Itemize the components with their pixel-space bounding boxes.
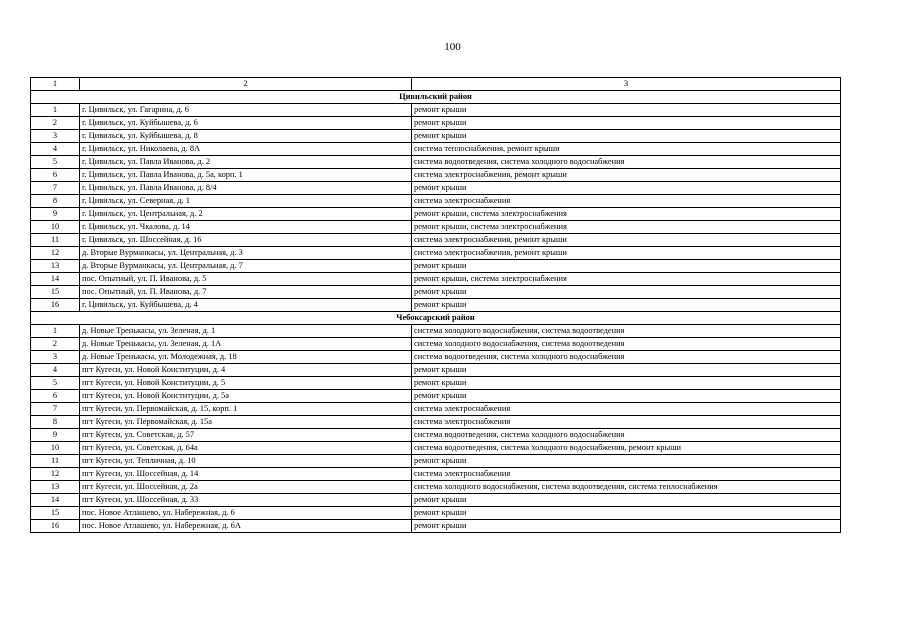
column-number-2: 2	[80, 78, 412, 91]
table-row	[31, 247, 841, 260]
row-address: г. Цивильск, ул. Чкалова, д. 14	[80, 221, 412, 234]
table-row	[31, 195, 841, 208]
column-number-1: 1	[31, 78, 80, 91]
table-row	[31, 377, 841, 390]
row-works: ремонт крыши	[412, 364, 841, 377]
row-number: 11	[31, 234, 80, 247]
row-address: г. Цивильск, ул. Гагарина, д. 6	[80, 104, 412, 117]
district-name: Чебоксарский район	[31, 312, 841, 325]
row-works: система электроснабжения	[412, 468, 841, 481]
table-row	[31, 104, 841, 117]
row-number: 3	[31, 351, 80, 364]
row-works: система электроснабжения, ремонт крыши	[412, 247, 841, 260]
row-works: ремонт крыши	[412, 507, 841, 520]
table-row	[31, 338, 841, 351]
row-number: 1	[31, 104, 80, 117]
row-address: г. Цивильск, ул. Центральная, д. 2	[80, 208, 412, 221]
page-number: 100	[444, 41, 461, 53]
row-address: пос. Опытный, ул. П. Иванова, д. 5	[80, 273, 412, 286]
table-row	[31, 468, 841, 481]
row-works: система электроснабжения	[412, 403, 841, 416]
row-address: пгт Кугеси, ул. Советская, д. 64а	[80, 442, 412, 455]
district-header-row	[31, 312, 841, 325]
row-number: 3	[31, 130, 80, 143]
row-works: система водоотведения, система холодного водоснабжения	[412, 351, 841, 364]
row-works: ремонт крыши, система электроснабжения	[412, 273, 841, 286]
table-row	[31, 403, 841, 416]
district-name: Цивильский район	[31, 91, 841, 104]
row-number: 16	[31, 520, 80, 533]
row-number: 5	[31, 156, 80, 169]
table-row	[31, 260, 841, 273]
row-address: пгт Кугеси, ул. Советская, д. 57	[80, 429, 412, 442]
repair-works-table	[30, 77, 841, 533]
row-works: ремонт крыши, система электроснабжения	[412, 221, 841, 234]
row-number: 8	[31, 416, 80, 429]
row-works: ремонт крыши	[412, 117, 841, 130]
row-address: г. Цивильск, ул. Куйбышева, д. 4	[80, 299, 412, 312]
row-address: пос. Опытный, ул. П. Иванова, д. 7	[80, 286, 412, 299]
table-row	[31, 507, 841, 520]
row-address: пгт Кугеси, ул. Новой Конституции, д. 5	[80, 377, 412, 390]
row-number: 15	[31, 507, 80, 520]
row-address: г. Цивильск, ул. Павла Иванова, д. 5а, корп. 1	[80, 169, 412, 182]
row-number: 14	[31, 273, 80, 286]
row-address: пгт Кугеси, ул. Первомайская, д. 15а	[80, 416, 412, 429]
row-address: д. Вторые Вурманкасы, ул. Центральная, д. 3	[80, 247, 412, 260]
row-number: 10	[31, 442, 80, 455]
row-number: 9	[31, 429, 80, 442]
row-address: пгт Кугеси, ул. Шоссейная, д. 33	[80, 494, 412, 507]
row-address: пгт Кугеси, ул. Шоссейная, д. 2а	[80, 481, 412, 494]
row-address: пгт Кугеси, ул. Новой Конституции, д. 4	[80, 364, 412, 377]
row-works: ремонт крыши	[412, 455, 841, 468]
row-works: ремонт крыши	[412, 377, 841, 390]
table-row	[31, 455, 841, 468]
row-number: 9	[31, 208, 80, 221]
row-number: 12	[31, 468, 80, 481]
table-row	[31, 364, 841, 377]
row-works: ремонт крыши	[412, 494, 841, 507]
row-works: система холодного водоснабжения, система водоотведения	[412, 338, 841, 351]
table-row	[31, 416, 841, 429]
row-address: г. Цивильск, ул. Павла Иванова, д. 2	[80, 156, 412, 169]
table-row	[31, 286, 841, 299]
row-number: 6	[31, 169, 80, 182]
table-row	[31, 390, 841, 403]
row-number: 16	[31, 299, 80, 312]
row-address: г. Цивильск, ул. Павла Иванова, д. 8/4	[80, 182, 412, 195]
table-row	[31, 351, 841, 364]
row-number: 13	[31, 260, 80, 273]
table-row	[31, 429, 841, 442]
row-address: д. Новые Тренькасы, ул. Зеленая, д. 1А	[80, 338, 412, 351]
row-number: 7	[31, 182, 80, 195]
table-row	[31, 182, 841, 195]
row-address: г. Цивильск, ул. Куйбышева, д. 8	[80, 130, 412, 143]
row-works: система электроснабжения	[412, 195, 841, 208]
table-row	[31, 143, 841, 156]
row-address: пгт Кугеси, ул. Первомайская, д. 15, корп. 1	[80, 403, 412, 416]
row-works: ремонт крыши	[412, 390, 841, 403]
row-address: г. Цивильск, ул. Северная, д. 1	[80, 195, 412, 208]
row-number: 1	[31, 325, 80, 338]
row-works: система теплоснабжения, ремонт крыши	[412, 143, 841, 156]
row-works: ремонт крыши	[412, 182, 841, 195]
table-row	[31, 325, 841, 338]
table-row	[31, 221, 841, 234]
table-row	[31, 208, 841, 221]
row-number: 5	[31, 377, 80, 390]
column-number-3: 3	[412, 78, 841, 91]
row-address: пос. Новое Атлашево, ул. Набережная, д. 6А	[80, 520, 412, 533]
row-number: 12	[31, 247, 80, 260]
row-works: система холодного водоснабжения, система водоотведения, система теплоснабжения	[412, 481, 841, 494]
table-row	[31, 130, 841, 143]
table-row	[31, 169, 841, 182]
table-row	[31, 494, 841, 507]
table-row	[31, 156, 841, 169]
row-works: система холодного водоснабжения, система водоотведения	[412, 325, 841, 338]
row-address: д. Вторые Вурманкасы, ул. Центральная, д. 7	[80, 260, 412, 273]
row-works: ремонт крыши	[412, 299, 841, 312]
row-number: 8	[31, 195, 80, 208]
row-works: система водоотведения, система холодного водоснабжения	[412, 429, 841, 442]
row-works: система электроснабжения, ремонт крыши	[412, 169, 841, 182]
table-row	[31, 520, 841, 533]
row-number: 15	[31, 286, 80, 299]
row-works: ремонт крыши	[412, 104, 841, 117]
row-address: пгт Кугеси, ул. Шоссейная, д. 14	[80, 468, 412, 481]
table-row	[31, 117, 841, 130]
row-address: пос. Новое Атлашево, ул. Набережная, д. 6	[80, 507, 412, 520]
row-address: пгт Кугеси, ул. Новой Конституции, д. 5а	[80, 390, 412, 403]
row-works: система водоотведения, система холодного водоснабжения	[412, 156, 841, 169]
row-number: 4	[31, 143, 80, 156]
row-address: г. Цивильск, ул. Николаева, д. 8А	[80, 143, 412, 156]
row-works: система электроснабжения, ремонт крыши	[412, 234, 841, 247]
row-address: д. Новые Тренькасы, ул. Зеленая, д. 1	[80, 325, 412, 338]
district-header-row	[31, 91, 841, 104]
row-works: ремонт крыши	[412, 260, 841, 273]
row-number: 7	[31, 403, 80, 416]
row-number: 13	[31, 481, 80, 494]
row-address: пгт Кугеси, ул. Тепличная, д. 10	[80, 455, 412, 468]
table-row	[31, 442, 841, 455]
table-row	[31, 481, 841, 494]
row-address: д. Новые Тренькасы, ул. Молодежная, д. 18	[80, 351, 412, 364]
row-number: 4	[31, 364, 80, 377]
row-works: ремонт крыши	[412, 130, 841, 143]
row-number: 10	[31, 221, 80, 234]
row-number: 11	[31, 455, 80, 468]
row-number: 2	[31, 338, 80, 351]
row-works: система водоотведения, система холодного водоснабжения, ремонт крыши	[412, 442, 841, 455]
column-number-row	[31, 78, 841, 91]
row-works: ремонт крыши	[412, 286, 841, 299]
table-body	[31, 78, 841, 533]
row-number: 14	[31, 494, 80, 507]
table-row	[31, 234, 841, 247]
row-works: ремонт крыши, система электроснабжения	[412, 208, 841, 221]
row-address: г. Цивильск, ул. Шоссейная, д. 16	[80, 234, 412, 247]
row-number: 6	[31, 390, 80, 403]
row-works: система электроснабжения	[412, 416, 841, 429]
table-row	[31, 299, 841, 312]
row-address: г. Цивильск, ул. Куйбышева, д. 6	[80, 117, 412, 130]
row-works: ремонт крыши	[412, 520, 841, 533]
row-number: 2	[31, 117, 80, 130]
table-row	[31, 273, 841, 286]
